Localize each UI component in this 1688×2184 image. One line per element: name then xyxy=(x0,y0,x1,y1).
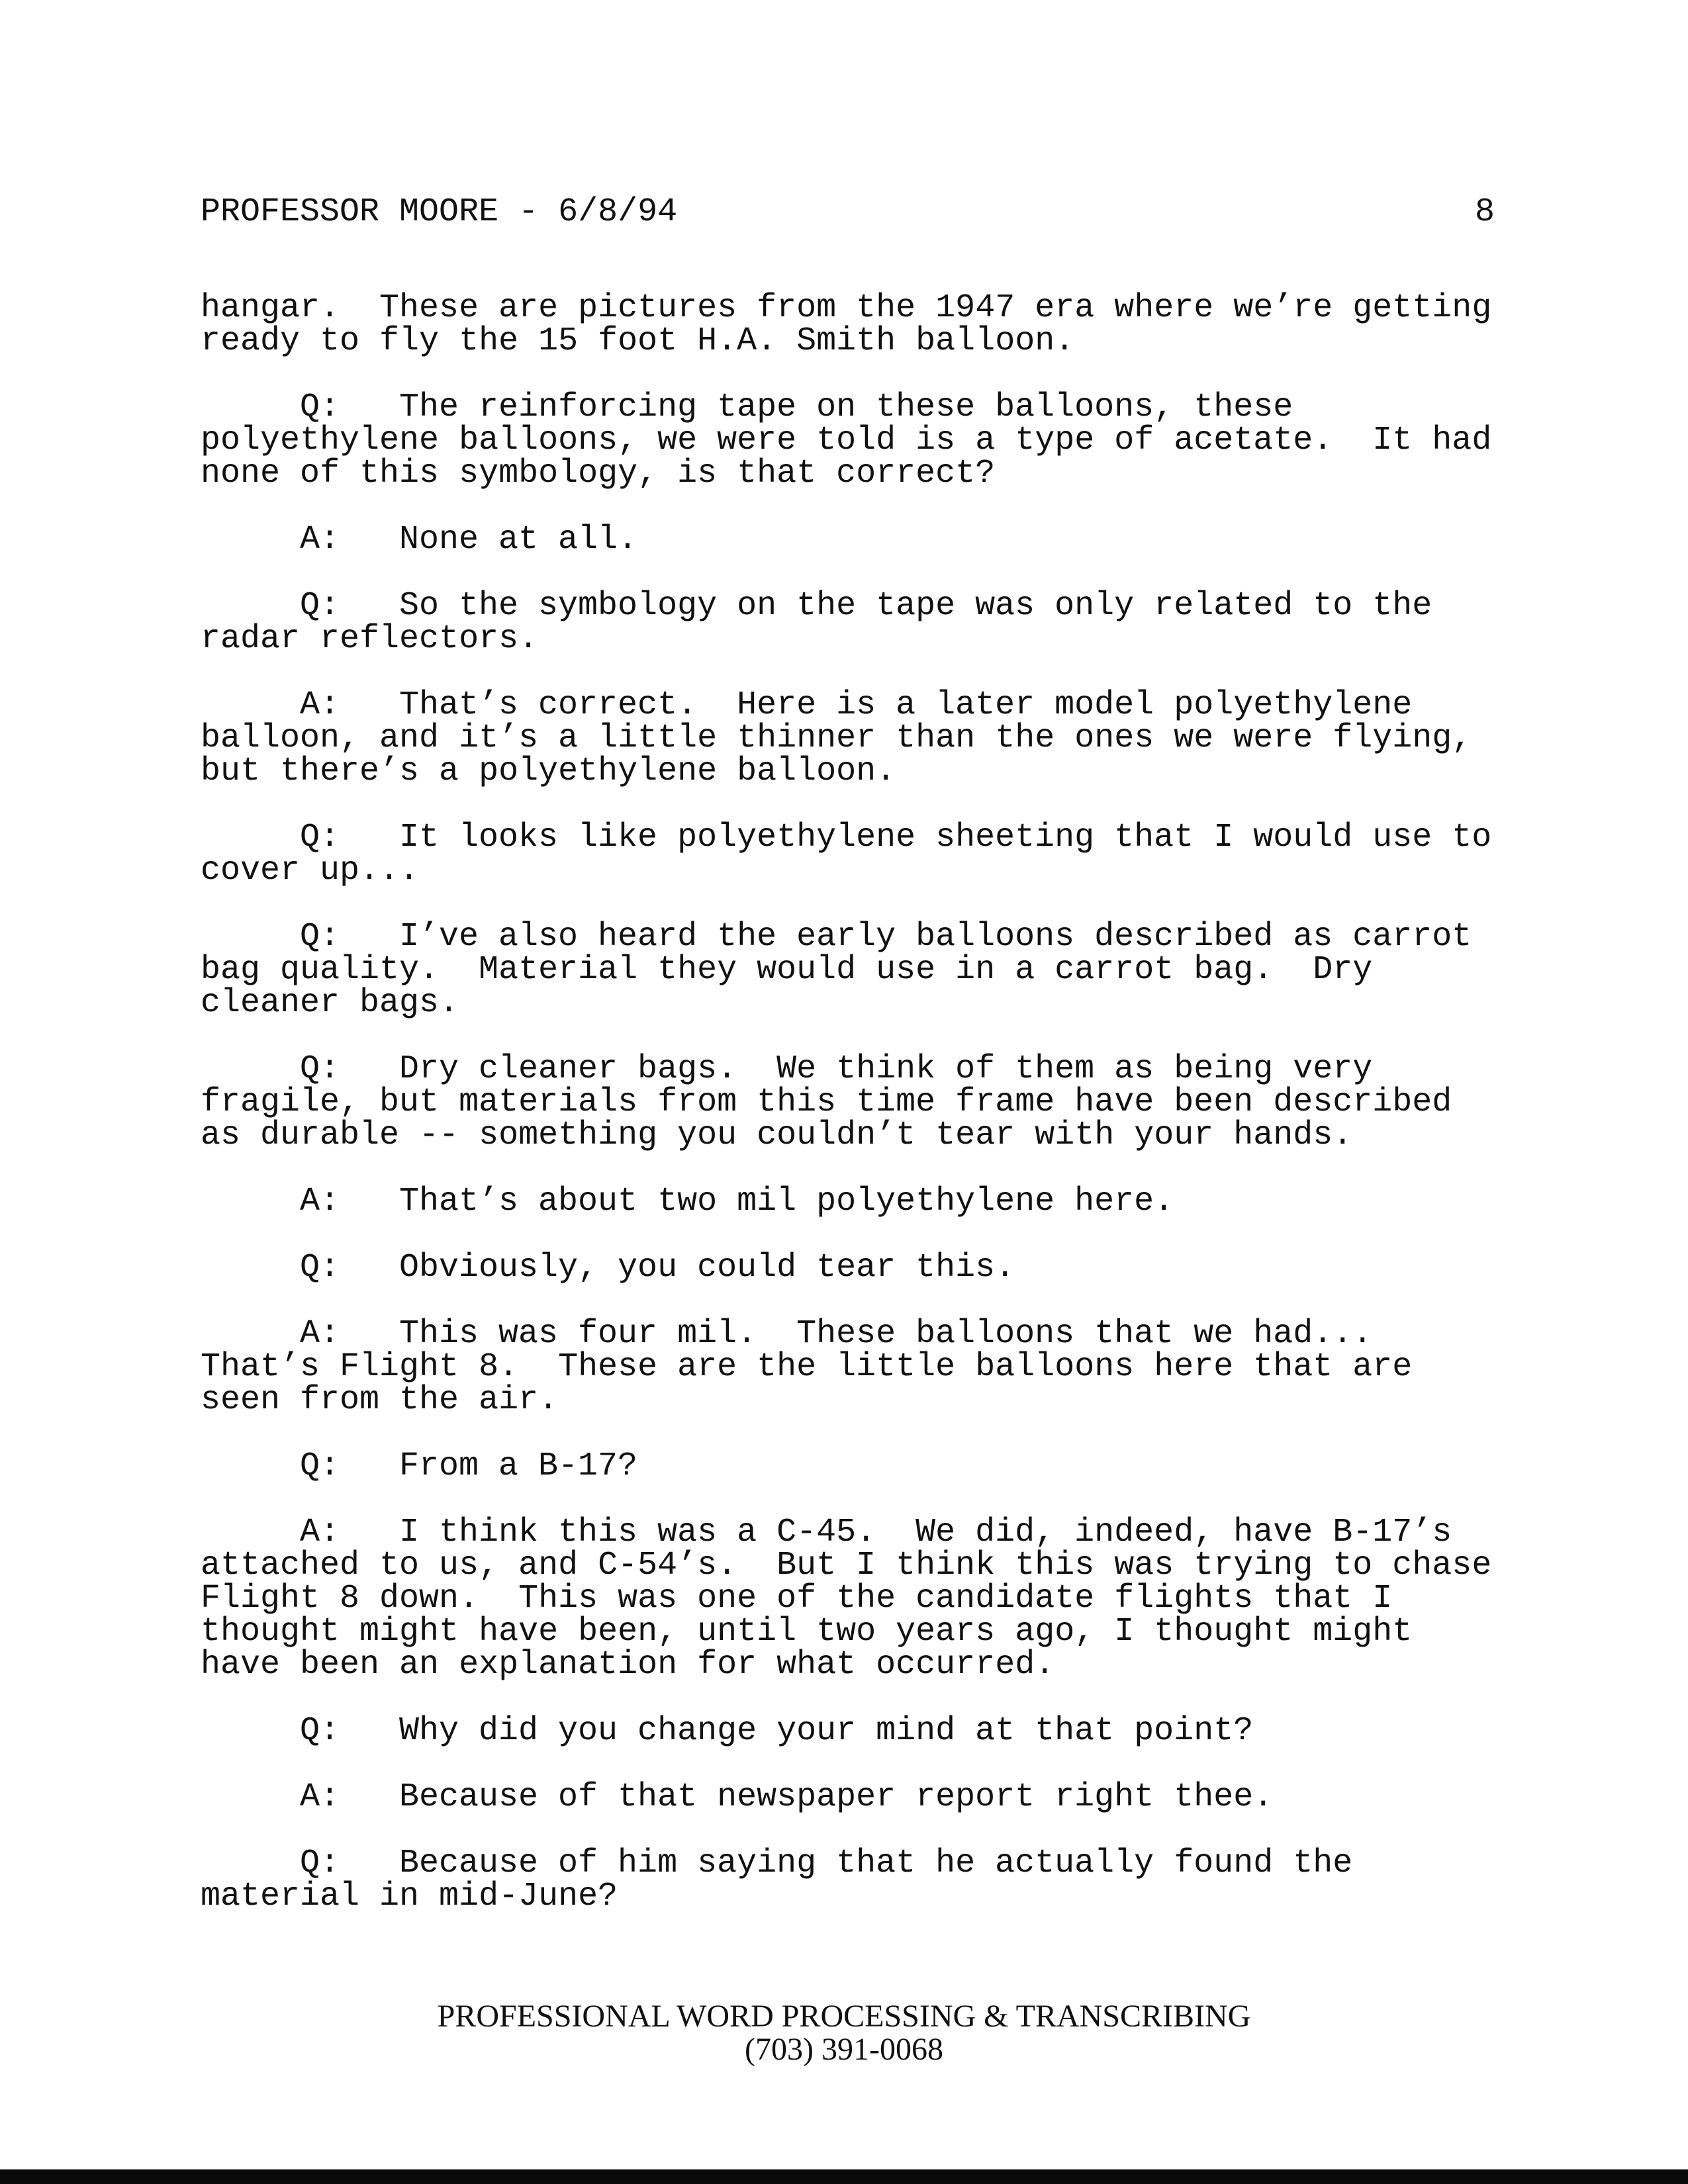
speaker-label: Q: xyxy=(300,1050,340,1088)
speaker-label: Q: xyxy=(300,388,340,426)
transcript-paragraph xyxy=(201,388,1512,492)
transcript-paragraph xyxy=(201,1315,1498,1419)
transcript-body xyxy=(201,289,1512,1946)
footer-phone: (703) 391-0068 xyxy=(745,2032,943,2067)
paragraph-text: hangar. These are pictures from the 1947 era where we’re getting ready to fly the 15 foot H.A. Smith balloon. xyxy=(201,289,1512,360)
page-number: 8 xyxy=(1474,193,1495,231)
speaker-label: A: xyxy=(300,521,340,559)
speaker-label: Q: xyxy=(300,587,340,625)
transcript-paragraph xyxy=(201,1251,1498,1285)
footer-company: PROFESSIONAL WORD PROCESSING & TRANSCRIBING xyxy=(437,1999,1251,2034)
paragraph-text: Dry cleaner bags. We think of them as being very fragile, but materials from this time frame have been described as durable -- something you couldn’t tear with your hands. xyxy=(201,1050,1472,1154)
paragraph-text: So the symbology on the tape was only related to the radar reflectors. xyxy=(201,587,1452,658)
speaker-label: Q: xyxy=(300,1447,340,1485)
transcript-paragraph xyxy=(201,1050,1498,1154)
paragraph-text: Because of that newspaper report right thee. xyxy=(399,1778,1274,1816)
speaker-label: Q: xyxy=(300,1712,340,1750)
speaker-label: Q: xyxy=(300,819,340,856)
paragraph-text: Obviously, you could tear this. xyxy=(399,1249,1015,1287)
speaker-label: Q: xyxy=(300,1249,340,1287)
speaker-label: A: xyxy=(300,1315,340,1353)
speaker-label: A: xyxy=(300,1514,340,1551)
page-header xyxy=(201,193,1495,232)
transcript-paragraph xyxy=(201,1712,1498,1750)
transcript-paragraph xyxy=(201,686,1498,790)
paragraph-text: This was four mil. These balloons that we had... That’s Flight 8. These are the little balloons here that are seen from the air. xyxy=(201,1315,1432,1419)
paragraph-text: That’s correct. Here is a later model polyethylene balloon, and it’s a little thinner than the ones we were flying, but there’s a polyethylene balloon. xyxy=(201,686,1492,790)
transcript-paragraph xyxy=(201,587,1498,658)
speaker-label: Q: xyxy=(300,1844,340,1882)
paragraph-text: I’ve also heard the early balloons described as carrot bag quality. Material they would use in a carrot bag. Dry cleaner bags. xyxy=(201,918,1492,1022)
paragraph-text: The reinforcing tape on these balloons, these polyethylene balloons, we were told is a type of acetate. It had none of this symbology, is that correct? xyxy=(201,388,1512,492)
paragraph-text: That’s about two mil polyethylene here. xyxy=(399,1183,1174,1220)
scan-edge-bar xyxy=(0,2169,1688,2184)
transcript-paragraph xyxy=(201,1447,1498,1485)
speaker-label: A: xyxy=(300,1778,340,1816)
transcript-paragraph xyxy=(201,819,1512,889)
paragraph-text: It looks like polyethylene sheeting that I would use to cover up... xyxy=(201,819,1512,889)
transcript-paragraph xyxy=(201,1844,1498,1915)
paragraph-text: I think this was a C-45. We did, indeed, have B-17’s attached to us, and C-54’s. But I think this was trying to chase Flight 8 down. This was one of the candidate flights that I thought might have been, until two years ago, I thought might have been an explanation for what occurred. xyxy=(201,1514,1512,1684)
speaker-label: A: xyxy=(300,1183,340,1220)
transcript-paragraph xyxy=(201,918,1498,1022)
paragraph-text: Because of him saying that he actually found the material in mid-June? xyxy=(201,1844,1373,1915)
transcript-paragraph xyxy=(201,1514,1512,1684)
transcript-paragraph xyxy=(201,289,1512,360)
transcript-paragraph xyxy=(201,1778,1498,1816)
transcript-paragraph xyxy=(201,523,1498,557)
page-footer xyxy=(0,2000,1688,2066)
paragraph-text: None at all. xyxy=(399,521,638,559)
header-title: PROFESSOR MOORE - 6/8/94 xyxy=(201,193,678,231)
speaker-label: Q: xyxy=(300,918,340,956)
paragraph-text: Why did you change your mind at that point? xyxy=(399,1712,1254,1750)
speaker-label: A: xyxy=(300,686,340,724)
transcript-paragraph xyxy=(201,1185,1498,1218)
paragraph-text: From a B-17? xyxy=(399,1447,638,1485)
